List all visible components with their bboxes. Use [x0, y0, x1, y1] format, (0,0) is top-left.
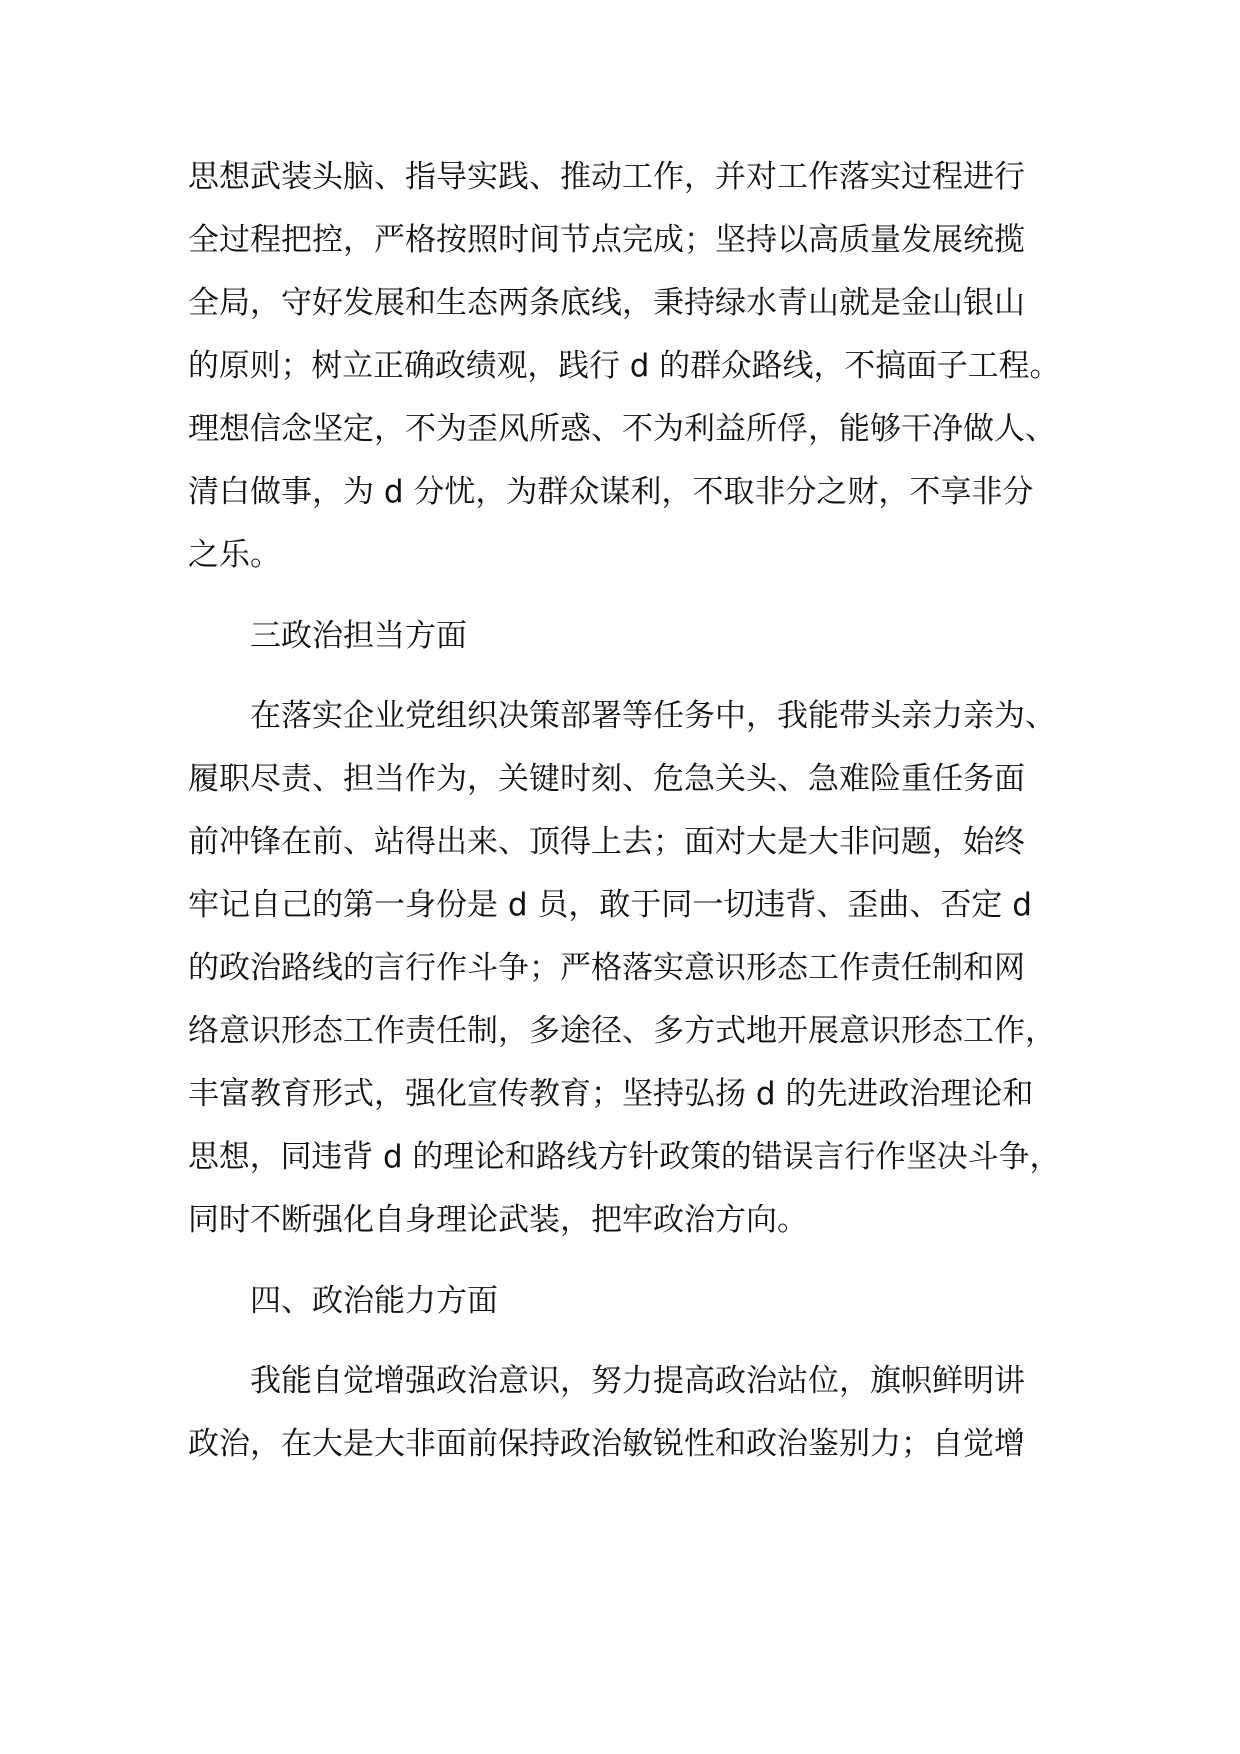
text-line: 牢记自己的第一身份是 d 员，敢于同一切违背、歪曲、否定 d — [188, 887, 1032, 923]
text-line: 的政治路线的言行作斗争；严格落实意识形态工作责任制和网 — [188, 950, 1025, 986]
text-line: 理想信念坚定，不为歪风所惑、不为利益所俘，能够干净做人、 — [188, 411, 1056, 447]
text-line: 在落实企业党组织决策部署等任务中，我能带头亲力亲为、 — [250, 698, 1056, 734]
text-line: 络意识形态工作责任制，多途径、多方式地开展意识形态工作， — [188, 1013, 1056, 1049]
text-line: 同时不断强化自身理论武装，把牢政治方向。 — [188, 1202, 808, 1238]
text-line: 全过程把控，严格按照时间节点完成；坚持以高质量发展统揽 — [188, 222, 1025, 258]
section-heading-4: 四、政治能力方面 — [250, 1283, 498, 1319]
text-line: 思想武装头脑、指导实践、推动工作，并对工作落实过程进行 — [188, 159, 1025, 195]
text-line: 政治，在大是大非面前保持政治敏锐性和政治鉴别力；自觉增 — [188, 1426, 1025, 1462]
text-line: 履职尽责、担当作为，关键时刻、危急关头、急难险重任务面 — [188, 761, 1025, 797]
text-line: 清白做事，为 d 分忧，为群众谋利，不取非分之财，不享非分 — [188, 474, 1034, 510]
text-line: 思想，同违背 d 的理论和路线方针政策的错误言行作坚决斗争， — [188, 1139, 1061, 1175]
text-line: 前冲锋在前、站得出来、顶得上去；面对大是大非问题，始终 — [188, 824, 1025, 860]
text-line: 的原则；树立正确政绩观，践行 d 的群众路线，不搞面子工程。 — [188, 348, 1061, 384]
text-line: 我能自觉增强政治意识，努力提高政治站位，旗帜鲜明讲 — [250, 1363, 1025, 1399]
section-heading-3: 三政治担当方面 — [250, 618, 467, 654]
text-line: 之乐。 — [188, 537, 281, 573]
text-line: 全局，守好发展和生态两条底线，秉持绿水青山就是金山银山 — [188, 285, 1025, 321]
text-line: 丰富教育形式，强化宣传教育；坚持弘扬 d 的先进政治理论和 — [188, 1076, 1034, 1112]
